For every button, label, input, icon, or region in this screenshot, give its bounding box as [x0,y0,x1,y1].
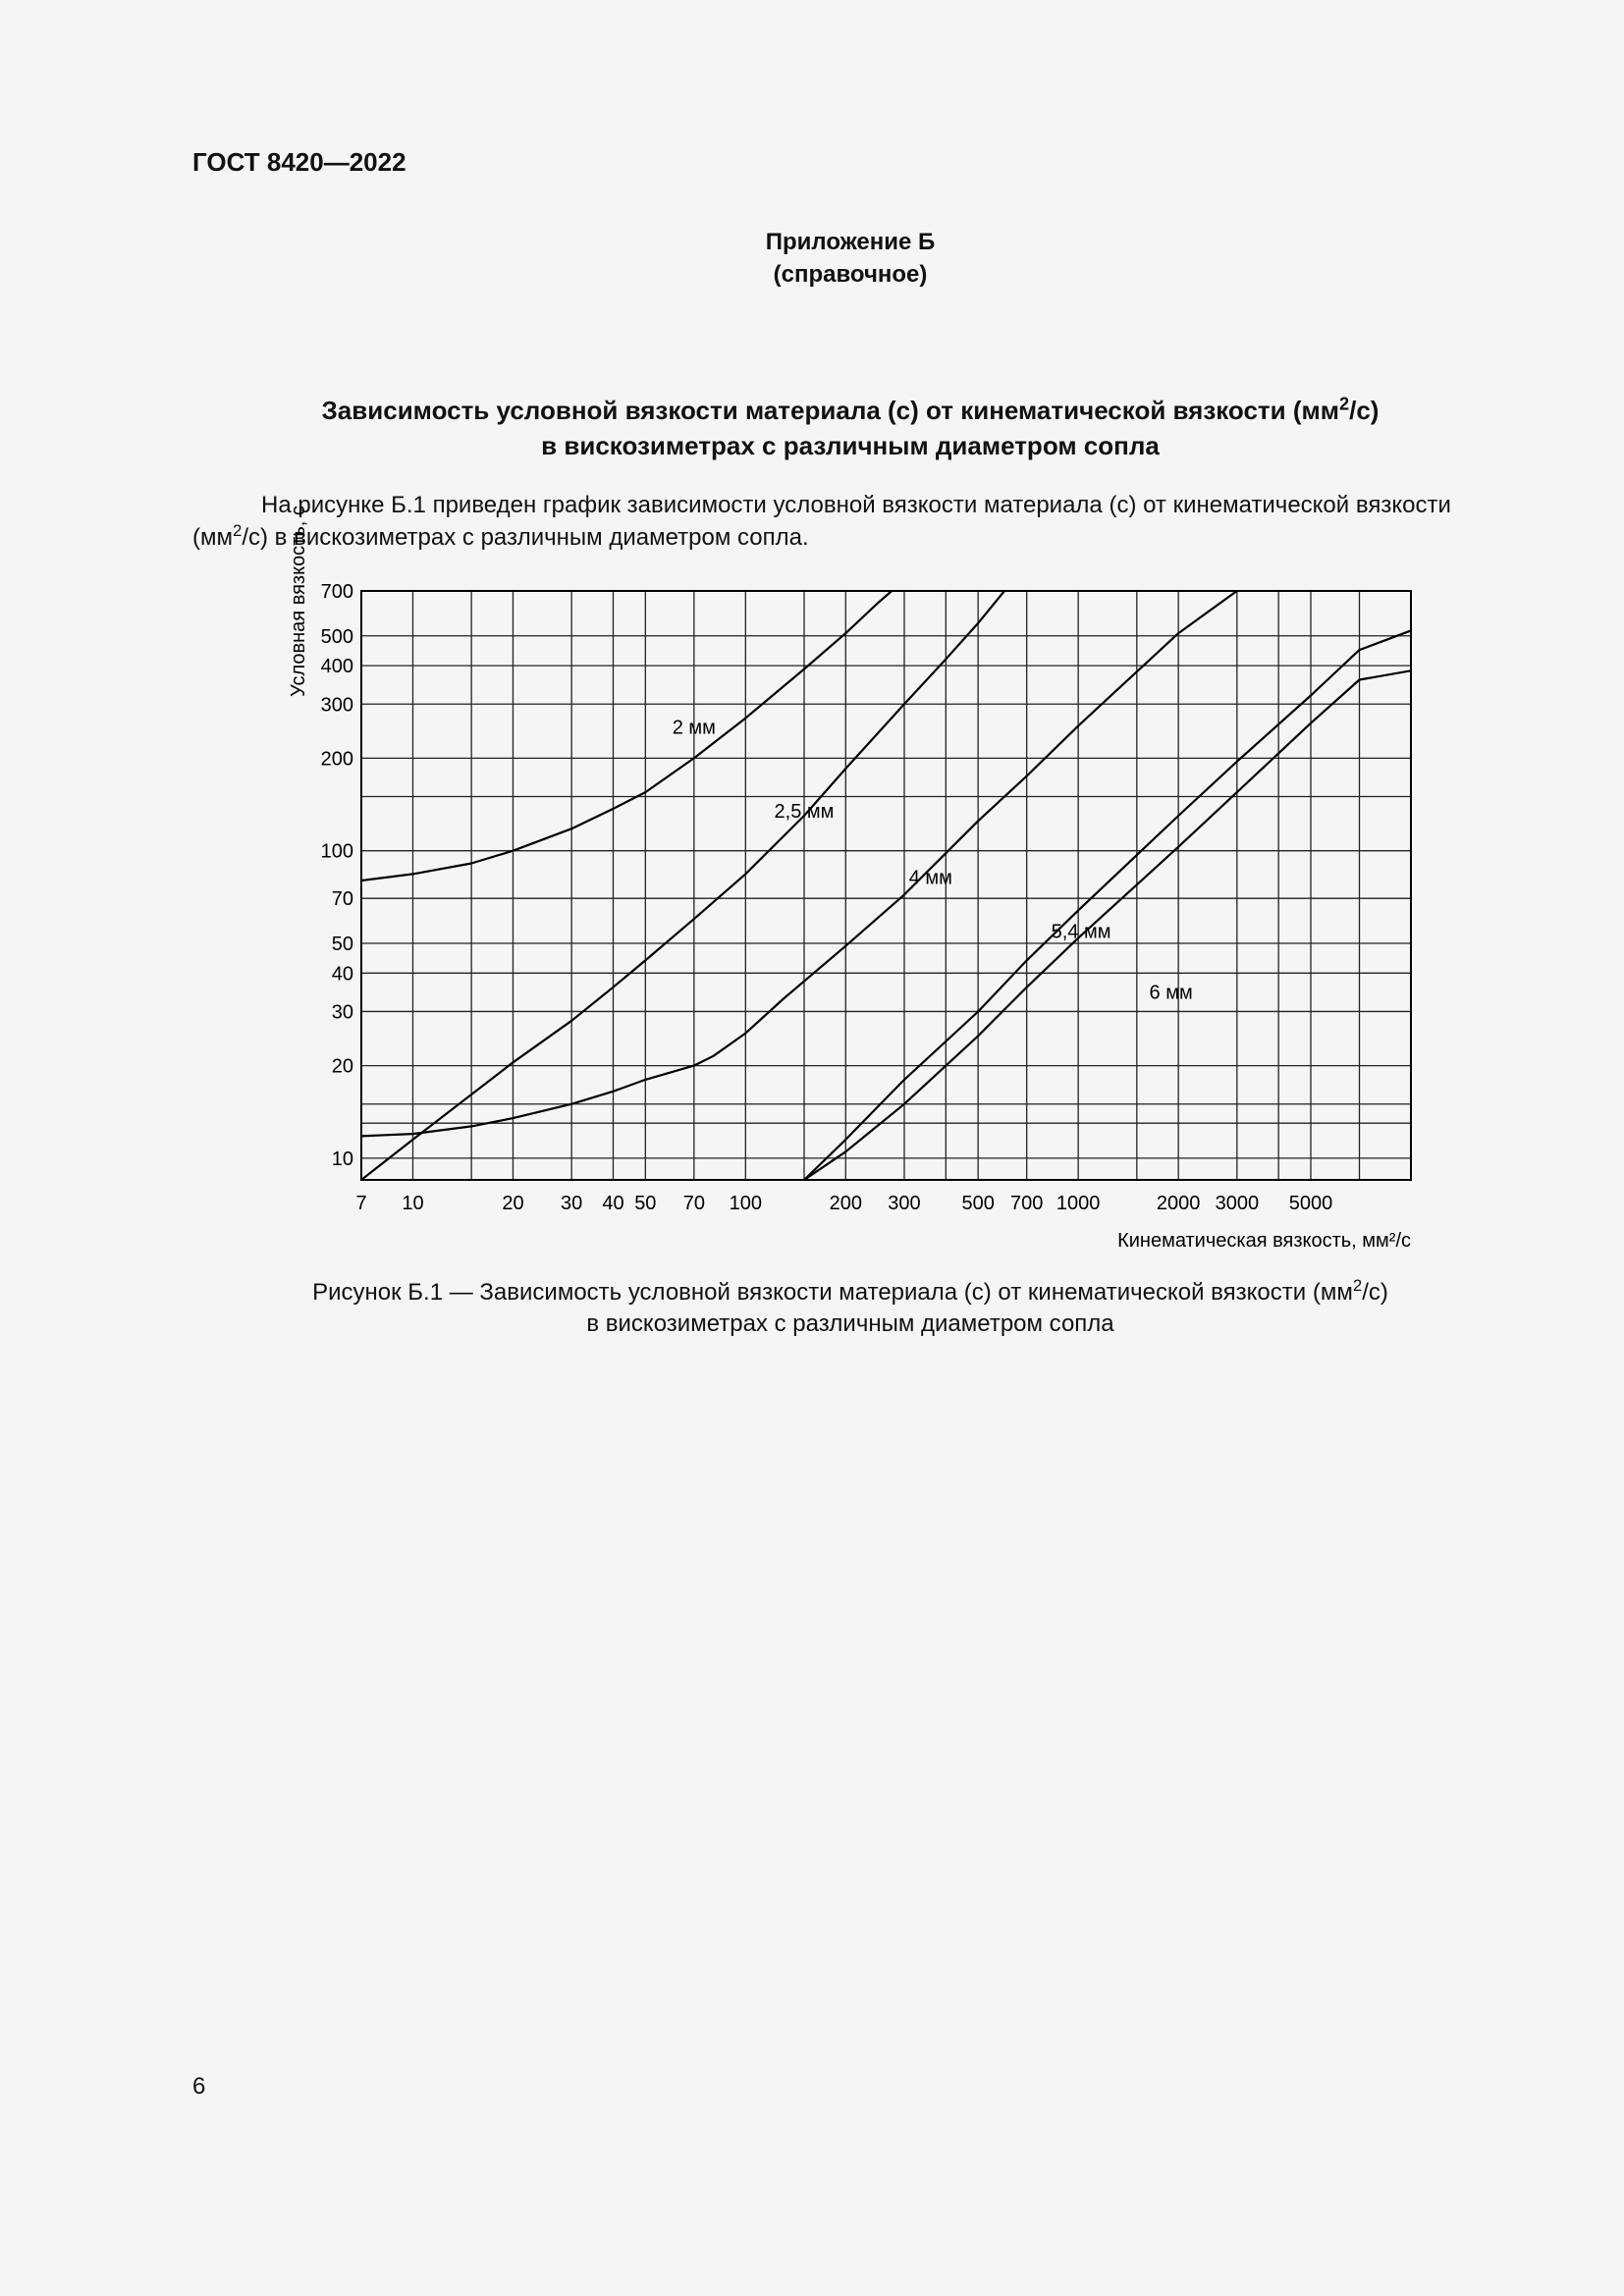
series-lines [361,591,1411,1180]
plot-frame [361,591,1411,1180]
y-tick-label: 30 [331,1001,353,1024]
caption-line-1 [0,1277,1624,1308]
heading-text-a: Зависимость условной вязкости материала (с) от кинематической вязкости (мм [321,396,1339,425]
y-tick-label: 20 [331,1055,353,1078]
y-tick-label: 200 [320,748,353,771]
caption-text-b: /с) [1362,1279,1388,1306]
y-tick-labels [321,581,353,1170]
intro-text-a: На рисунке Б.1 приведен график зависимости условной вязкости материала (с) от кинематической вязкости (мм [192,492,1451,551]
y-tick-label: 500 [320,625,353,648]
intro-text-b: /с) в вискозиметрах с различным диаметром сопла. [242,524,809,551]
heading-text-b: /с) [1349,396,1380,425]
series-label: 2 мм [672,717,716,739]
appendix-type: (справочное) [773,261,928,288]
series-label: 5,4 мм [1051,921,1111,943]
x-tick-label: 20 [502,1193,524,1214]
y-tick-label: 300 [320,694,353,717]
chart-grid [361,591,1411,1180]
series-line [361,591,892,881]
y-tick-label: 700 [320,581,353,603]
x-tick-label: 500 [961,1193,995,1214]
x-tick-label: 70 [682,1193,705,1214]
appendix-label: Приложение Б [765,229,936,255]
x-tick-label: 2000 [1156,1193,1201,1214]
y-axis-label: Условная вязкость, с [288,506,309,697]
x-tick-label: 7 [355,1193,367,1214]
series-label: 2,5 мм [774,801,835,824]
x-tick-label: 100 [729,1193,763,1214]
x-tick-label: 30 [561,1193,583,1214]
page-number: 6 [192,2073,206,2100]
y-tick-label: 50 [331,933,353,955]
x-tick-label: 700 [1009,1193,1044,1214]
y-tick-label: 100 [320,840,353,863]
document-code: ГОСТ 8420—2022 [192,147,406,177]
y-tick-label: 400 [320,656,353,678]
caption-superscript: 2 [1352,1276,1363,1295]
x-tick-label: 5000 [1288,1193,1333,1214]
series-label: 4 мм [908,867,952,889]
x-tick-label: 3000 [1215,1193,1260,1214]
series-labels [673,718,1193,1004]
caption-line-2: в вискозиметрах с различным диаметром сопла [586,1310,1114,1337]
heading-superscript: 2 [1339,394,1350,414]
heading-line-2: в вискозиметрах с различным диаметром сопла [541,431,1160,460]
x-tick-labels [355,1193,1332,1214]
x-tick-label: 200 [829,1193,863,1214]
figure-caption [0,1277,1624,1340]
y-tick-label: 70 [331,888,353,911]
x-tick-label: 1000 [1056,1193,1101,1214]
x-tick-label: 50 [634,1193,657,1214]
intro-superscript: 2 [233,521,243,540]
series-label: 6 мм [1149,982,1193,1004]
x-tick-label: 40 [602,1193,624,1214]
x-axis-label: Кинематическая вязкость, мм²/с [1117,1230,1411,1252]
x-tick-label: 300 [888,1193,921,1214]
y-tick-label: 10 [331,1148,353,1170]
x-tick-label: 10 [402,1193,424,1214]
caption-text-a: Рисунок Б.1 — Зависимость условной вязкости материала (с) от кинематической вязкости (мм [312,1279,1353,1306]
y-tick-label: 40 [331,963,353,986]
